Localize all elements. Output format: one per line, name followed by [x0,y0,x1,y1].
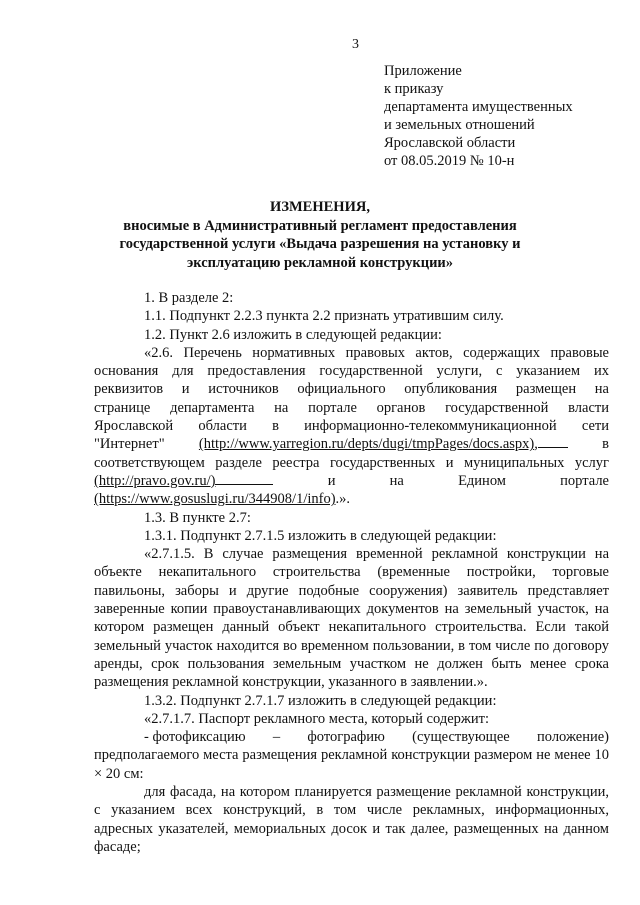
text-line: Ярославской области в информационно-телекоммуникационной сети [94,418,609,435]
text-line: основания для предоставления государственной услуги, с указанием их [94,363,609,380]
appendix-line: департамента имущественных [384,99,573,115]
title-heading: ИЗМЕНЕНИЯ, [270,199,370,215]
text-line: реквизитов и источников официального опубликования размещен на [94,381,609,398]
section-1-2: 1.2. Пункт 2.6 изложить в следующей редакции: [144,326,442,343]
text-fragment: - фотофиксацию [144,729,246,746]
text-fragment: портале [560,472,609,489]
section-1-1: 1.1. Подпункт 2.2.3 пункта 2.2 признать утратившим силу. [144,308,504,325]
title-line: государственной услуги «Выдача разрешения на установку и [119,236,521,252]
appendix-header [384,62,573,170]
section-1-3-2: 1.3.2. Подпункт 2.7.1.7 изложить в следующей редакции: [144,692,497,709]
text-fragment: – [272,729,281,746]
paragraph-2-7-1-7: «2.7.1.7. Паспорт рекламного места, который содержит: [144,710,490,727]
appendix-line: к приказу [384,81,444,97]
document-body [94,289,609,856]
text-fragment: и [327,472,336,489]
text-fragment: на [389,472,404,489]
underline-blank [538,435,568,448]
text-fragment: (существующее [412,729,510,746]
text-fragment [94,472,273,490]
text-line: (https://www.gosuslugi.ru/344908/1/info).». [94,491,351,508]
section-1-3: 1.3. В пункте 2.7: [144,509,251,526]
text-fragment: в [602,436,609,453]
page-number: 3 [352,37,359,52]
text-line [94,435,609,453]
text-line [94,728,609,746]
text-line: соответствующем разделе реестра государственных и муниципальных услуг [94,454,609,471]
text-fragment: положение) [537,729,609,746]
title-line: эксплуатацию рекламной конструкции» [186,254,454,271]
section-1: 1. В разделе 2: [144,290,234,306]
facade-item: для фасада, на котором планируется размещение рекламной конструкции, с указанием всех конструкций, в том числе рекламных, информационных, адресных указателей, мемориальных досок и так далее, размещенных на данном фасаде; [94,784,609,855]
underline-blank [215,472,273,485]
section-1-3-1: 1.3.1. Подпункт 2.7.1.5 изложить в следующей редакции: [144,527,497,544]
paragraph-2-7-1-5: «2.7.1.5. В случае размещения временной рекламной конструкции на объекте некапитального строительства (временные постройки, торговые павильоны, заборы и другие подобные сооружения) заявитель представляет заверенные копии правоустанавливающих документов на земельный участок, на котором размещен данный объект некапитального строительства. Если такой земельный участок находится во временном пользовании, в том числе по договору аренды, срок пользования земельным участком не должен быть менее срока размещения рекламной конструкции, указанного в заявлении.». [94,546,609,691]
appendix-line: Ярославской области [384,135,516,151]
appendix-line: Приложение [384,63,462,79]
yarregion-link[interactable]: (http://www.yarregion.ru/depts/dugi/tmpPages/docs.aspx) [198,436,535,453]
pravo-link[interactable]: (http://pravo.gov.ru/) [94,472,216,489]
photo-fixation-item [94,728,609,783]
appendix-line: от 08.05.2019 № 10-н [384,153,515,169]
text-fragment: "Интернет" [94,436,165,453]
appendix-line: и земельных отношений [384,117,535,133]
title-line: вносимые в Административный регламент предоставления [123,217,517,234]
text-line: «2.6. Перечень нормативных правовых актов, содержащих правовые [144,344,609,361]
text-line: странице департамента на портале органов государственной власти [94,399,609,416]
text-fragment: (http://www.yarregion.ru/depts/dugi/tmpPages/docs.aspx), [199,435,568,453]
text-line: предполагаемого места размещения рекламной конструкции размером не менее 10 × 20 см: [94,747,609,782]
text-fragment: фотографию [307,729,385,746]
text-fragment: Едином [458,472,506,489]
document-title [100,198,540,272]
gosuslugi-link[interactable]: (https://www.gosuslugi.ru/344908/1/info) [94,491,336,508]
text-line [94,472,609,490]
paragraph-2-6 [94,344,609,509]
